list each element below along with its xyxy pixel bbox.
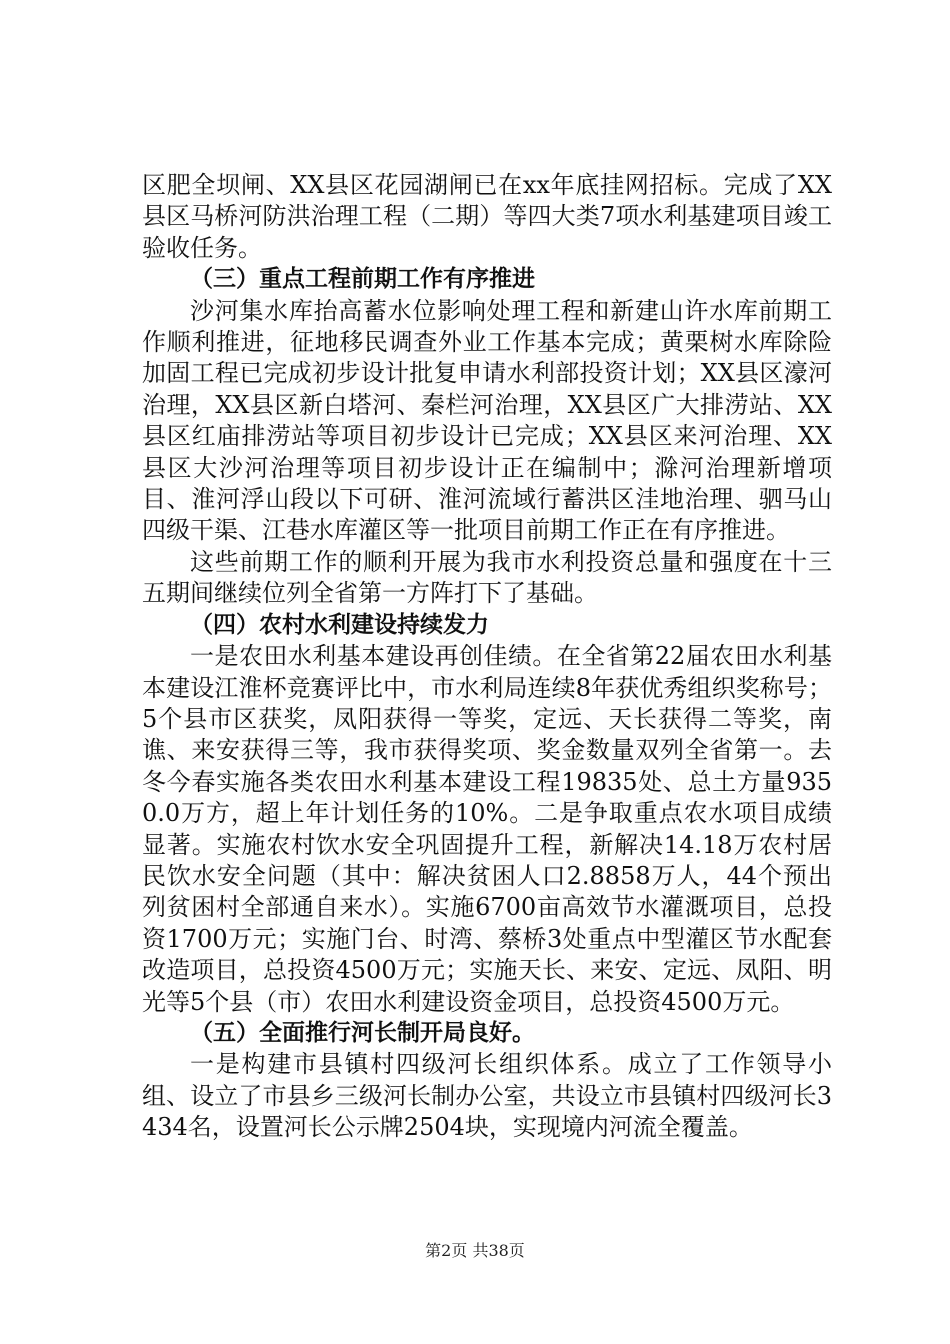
paragraph-river-chief: 一是构建市县镇村四级河长组织体系。成立了工作领导小组、设立了市县乡三级河长制办公室，共设立市县镇村四级河长3434名，设置河长公示牌2504块，实现境内河流全覆盖。 bbox=[142, 1050, 832, 1142]
paragraph-rural-water: 一是农田水利基本建设再创佳绩。在全省第22届农田水利基本建设江淮杯竞赛评比中，市水利局连续8年获优秀组织奖称号；5个县市区获奖，凤阳获得一等奖，定远、天长获得二等奖，南谯、来安获得三等，我市获得奖项、奖金数量双列全省第一。去冬今春实施各类农田水利基本建设工程19835处、总土方量9350.0万方，超上年计划任务的10%。二是争取重点农水项目成绩显著。实施农村饮水安全巩固提升工程，新解决14.18万农村居民饮水安全问题（其中：解决贫困人口2.8858万人，44个预出列贫困村全部通自来水）。实施6700亩高效节水灌溉项目，总投资1700万元；实施门台、时湾、蔡桥3处重点中型灌区节水配套改造项目，总投资4500万元；实施天长、来安、定远、凤阳、明光等5个县（市）农田水利建设资金项目，总投资4500万元。 bbox=[142, 642, 832, 1016]
section-heading-4: （四）农村水利建设持续发力 bbox=[190, 611, 489, 638]
paragraph-continuation: 区肥全坝闸、XX县区花园湖闸已在xx年底挂网招标。完成了XX县区马桥河防洪治理工程（二期）等四大类7项水利基建项目竣工验收任务。 bbox=[142, 171, 832, 262]
paragraph-preliminary-work: 沙河集水库抬高蓄水位影响处理工程和新建山许水库前期工作顺利推进，征地移民调查外业工作基本完成；黄栗树水库除险加固工程已完成初步设计批复申请水利部投资计划；XX县区濠河治理，XX县区新白塔河、秦栏河治理，XX县区广大排涝站、XX县区红庙排涝站等项目初步设计已完成；XX县区来河治理、XX县区大沙河治理等项目初步设计正在编制中；滁河治理新增项目、淮河浮山段以下可研、淮河流域行蓄洪区洼地治理、驷马山四级干渠、江巷水库灌区等一批项目前期工作正在有序推进。 bbox=[142, 296, 832, 545]
document-body bbox=[142, 170, 832, 1144]
section-heading-5: （五）全面推行河长制开局良好。 bbox=[190, 1019, 535, 1046]
section-heading-3: （三）重点工程前期工作有序推进 bbox=[190, 266, 535, 293]
page-number: 第2页 共38页 bbox=[425, 1241, 525, 1260]
paragraph-foundation: 这些前期工作的顺利开展为我市水利投资总量和强度在十三五期间继续位列全省第一方阵打下了基础。 bbox=[142, 547, 832, 608]
